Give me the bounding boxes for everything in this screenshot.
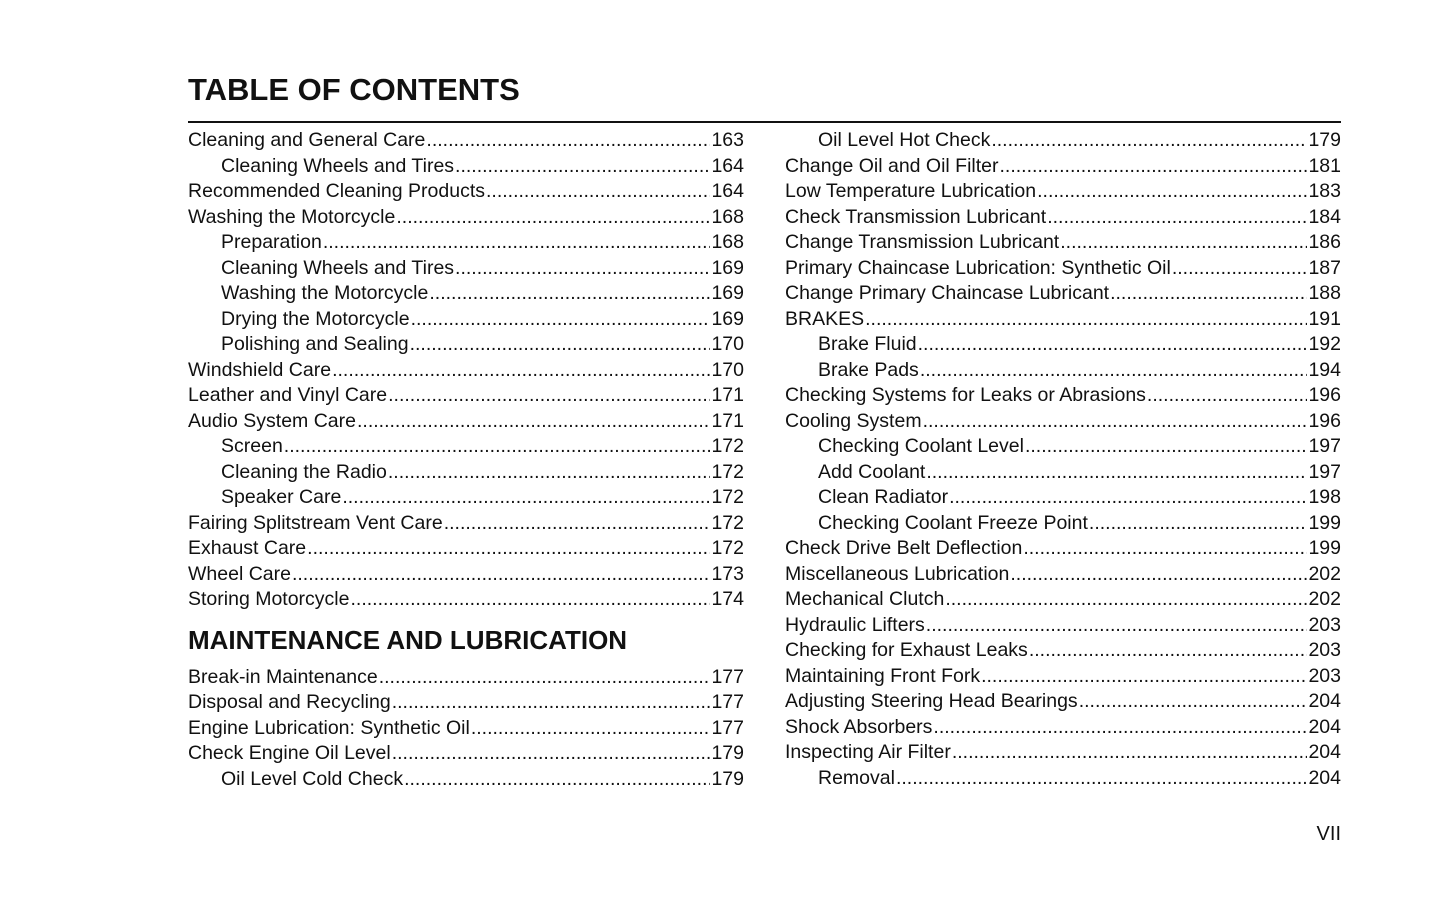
dot-leader <box>945 587 1307 613</box>
dot-leader <box>933 715 1307 741</box>
toc-entry-title: Drying the Motorcycle <box>221 307 410 330</box>
toc-entry-page: 203 <box>1308 613 1341 636</box>
toc-entry[interactable] <box>188 281 744 307</box>
toc-entry-page: 168 <box>711 205 744 228</box>
toc-entry[interactable] <box>188 230 744 256</box>
toc-entry-title: Checking Coolant Level <box>818 435 1024 457</box>
toc-entry-title: Preparation <box>221 231 322 253</box>
toc-entry[interactable] <box>188 256 744 282</box>
toc-entry-title: Oil Level Cold Check <box>221 767 404 790</box>
toc-entry-page: 192 <box>1308 333 1341 355</box>
dot-leader <box>404 767 710 793</box>
dot-leader <box>918 332 1308 358</box>
dot-leader <box>357 409 710 435</box>
dot-leader <box>350 587 710 613</box>
dot-leader <box>1029 638 1308 664</box>
dot-leader <box>429 281 710 307</box>
toc-entry-title: Checking for Exhaust Leaks <box>785 639 1028 661</box>
toc-entry[interactable] <box>785 536 1341 562</box>
dot-leader <box>444 511 711 537</box>
toc-entry-page: 174 <box>711 588 744 610</box>
toc-entry-page: 181 <box>1308 154 1341 177</box>
toc-entry[interactable] <box>785 562 1341 588</box>
toc-entry-title: Storing Motorcycle <box>188 588 350 610</box>
toc-entry[interactable] <box>188 741 744 767</box>
toc-entry[interactable] <box>785 766 1341 792</box>
dot-leader <box>1079 689 1308 715</box>
toc-entry-page: 170 <box>711 358 744 381</box>
toc-group-cleaning <box>188 128 744 613</box>
toc-entry-page: 168 <box>711 231 744 253</box>
toc-entry-title: Low Temperature Lubrication <box>785 180 1037 202</box>
title-divider <box>188 121 1341 123</box>
toc-entry[interactable] <box>785 613 1341 639</box>
toc-entry[interactable] <box>785 664 1341 690</box>
toc-entry-page: 196 <box>1308 384 1341 406</box>
toc-right-column <box>785 128 1341 791</box>
toc-entry-title: Primary Chaincase Lubrication: Synthetic Oil <box>785 256 1171 279</box>
toc-entry-page: 172 <box>711 511 744 534</box>
dot-leader <box>332 358 710 384</box>
toc-entry-title: Brake Pads <box>818 358 919 381</box>
toc-entry-title: Screen <box>221 435 283 457</box>
toc-entry-title: Cleaning the Radio <box>221 460 387 483</box>
toc-entry-title: Disposal and Recycling <box>188 691 391 713</box>
toc-entry-page: 170 <box>711 333 744 355</box>
toc-entry[interactable] <box>785 230 1341 256</box>
toc-entry[interactable] <box>188 205 744 231</box>
toc-entry-page: 164 <box>711 180 744 202</box>
toc-left-column <box>188 128 744 792</box>
dot-leader <box>926 613 1308 639</box>
toc-entry-title: Check Transmission Lubricant <box>785 205 1047 228</box>
toc-entry[interactable] <box>785 587 1341 613</box>
toc-entry[interactable] <box>785 511 1341 537</box>
dot-leader <box>486 179 710 205</box>
toc-entry-title: Brake Fluid <box>818 333 917 355</box>
dot-leader <box>392 741 711 767</box>
toc-entry-title: Change Primary Chaincase Lubricant <box>785 282 1110 304</box>
toc-entry-page: 179 <box>1308 129 1341 151</box>
toc-entry-title: Break-in Maintenance <box>188 665 378 688</box>
toc-entry[interactable] <box>188 485 744 511</box>
toc-entry-title: Audio System Care <box>188 409 356 432</box>
toc-entry-title: Exhaust Care <box>188 537 307 559</box>
toc-entry-page: 179 <box>711 742 744 764</box>
toc-entry[interactable] <box>188 307 744 333</box>
toc-entry-page: 196 <box>1308 409 1341 432</box>
toc-entry[interactable] <box>785 434 1341 460</box>
toc-entry-page: 183 <box>1308 180 1341 202</box>
dot-leader <box>1000 154 1308 180</box>
toc-entry-page: 184 <box>1308 205 1341 228</box>
toc-entry[interactable] <box>188 383 744 409</box>
toc-entry[interactable] <box>188 665 744 691</box>
toc-entry-title: BRAKES <box>785 307 865 330</box>
toc-entry-title: Removal <box>818 766 895 789</box>
toc-entry-page: 172 <box>711 486 744 508</box>
toc-entry-title: Wheel Care <box>188 562 291 585</box>
toc-entry-title: Oil Level Hot Check <box>818 129 991 151</box>
toc-entry-page: 177 <box>711 716 744 739</box>
toc-entry[interactable] <box>188 358 744 384</box>
toc-entry-title: Change Oil and Oil Filter <box>785 154 999 177</box>
toc-entry-title: Add Coolant <box>818 460 926 483</box>
toc-entry-page: 171 <box>711 384 744 406</box>
toc-entry-title: Cleaning and General Care <box>188 129 426 151</box>
toc-entry[interactable] <box>785 332 1341 358</box>
toc-entry[interactable] <box>785 205 1341 231</box>
page-number: VII <box>1316 823 1341 845</box>
toc-entry-page: 187 <box>1308 256 1341 279</box>
toc-entry-page: 172 <box>711 537 744 559</box>
dot-leader <box>323 230 711 256</box>
toc-entry-title: Speaker Care <box>221 486 342 508</box>
toc-entry-page: 204 <box>1308 741 1341 763</box>
toc-entry-title: Cleaning Wheels and Tires <box>221 256 455 279</box>
toc-entry[interactable] <box>188 460 744 486</box>
toc-entry-title: Maintaining Front Fork <box>785 664 981 687</box>
dot-leader <box>865 307 1307 333</box>
dot-leader <box>388 460 711 486</box>
toc-entry-title: Clean Radiator <box>818 486 949 508</box>
section-heading-maintenance: MAINTENANCE AND LUBRICATION <box>188 624 628 655</box>
dot-leader <box>952 740 1308 766</box>
toc-entry-page: 169 <box>711 282 744 304</box>
dot-leader <box>923 409 1308 435</box>
toc-entry[interactable] <box>188 690 744 716</box>
dot-leader <box>392 690 711 716</box>
toc-entry[interactable] <box>785 281 1341 307</box>
toc-entry-page: 204 <box>1308 766 1341 789</box>
toc-entry-page: 169 <box>711 307 744 330</box>
dot-leader <box>1047 205 1307 231</box>
toc-entry[interactable] <box>188 511 744 537</box>
toc-entry[interactable] <box>188 409 744 435</box>
toc-entry-page: 203 <box>1308 639 1341 661</box>
toc-entry-page: 204 <box>1308 715 1341 738</box>
toc-entry-title: Check Drive Belt Deflection <box>785 537 1023 559</box>
toc-entry-page: 197 <box>1308 435 1341 457</box>
dot-leader <box>379 665 711 691</box>
toc-entry-title: Checking Systems for Leaks or Abrasions <box>785 384 1146 406</box>
toc-entry[interactable] <box>785 409 1341 435</box>
toc-entry-title: Washing the Motorcycle <box>221 282 429 304</box>
toc-entry-title: Leather and Vinyl Care <box>188 384 388 406</box>
toc-entry-title: Fairing Splitstream Vent Care <box>188 511 443 534</box>
toc-entry-page: 172 <box>711 460 744 483</box>
dot-leader <box>949 485 1307 511</box>
toc-entry[interactable] <box>785 715 1341 741</box>
dot-leader <box>1060 230 1307 256</box>
toc-entry[interactable] <box>785 689 1341 715</box>
toc-entry-page: 169 <box>711 256 744 279</box>
toc-entry-title: Hydraulic Lifters <box>785 613 925 636</box>
toc-entry-page: 199 <box>1308 537 1341 559</box>
toc-entry[interactable] <box>188 154 744 180</box>
toc-entry-title: Engine Lubrication: Synthetic Oil <box>188 716 470 739</box>
dot-leader <box>342 485 710 511</box>
dot-leader <box>920 358 1308 384</box>
toc-entry-title: Recommended Cleaning Products <box>188 180 485 202</box>
toc-entry[interactable] <box>188 767 744 793</box>
toc-entry-page: 202 <box>1308 588 1341 610</box>
toc-entry-page: 188 <box>1308 282 1341 304</box>
toc-entry-page: 203 <box>1308 664 1341 687</box>
toc-entry-page: 164 <box>711 154 744 177</box>
toc-entry-page: 202 <box>1308 562 1341 585</box>
toc-entry-page: 177 <box>711 691 744 713</box>
dot-leader <box>1025 434 1307 460</box>
dot-leader <box>471 716 711 742</box>
dot-leader <box>1037 179 1307 205</box>
dot-leader <box>426 128 710 154</box>
dot-leader <box>410 332 711 358</box>
toc-entry-page: 199 <box>1308 511 1341 534</box>
toc-entry-title: Check Engine Oil Level <box>188 742 391 764</box>
dot-leader <box>455 256 710 282</box>
dot-leader <box>1089 511 1308 537</box>
toc-entry[interactable] <box>785 154 1341 180</box>
toc-entry[interactable] <box>188 536 744 562</box>
toc-entry-title: Change Transmission Lubricant <box>785 231 1060 253</box>
toc-entry[interactable] <box>188 587 744 613</box>
toc-group-continued <box>785 128 1341 791</box>
toc-entry-title: Polishing and Sealing <box>221 333 409 355</box>
toc-entry-page: 173 <box>711 562 744 585</box>
dot-leader <box>991 128 1307 154</box>
toc-entry[interactable] <box>785 740 1341 766</box>
dot-leader <box>307 536 710 562</box>
toc-entry-title: Inspecting Air Filter <box>785 741 951 763</box>
dot-leader <box>292 562 710 588</box>
toc-entry-page: 194 <box>1308 358 1341 381</box>
dot-leader <box>1147 383 1308 409</box>
toc-entry[interactable] <box>785 256 1341 282</box>
toc-entry-page: 186 <box>1308 231 1341 253</box>
toc-entry-page: 171 <box>711 409 744 432</box>
toc-entry-page: 179 <box>711 767 744 790</box>
dot-leader <box>896 766 1308 792</box>
toc-entry[interactable] <box>188 332 744 358</box>
toc-entry[interactable] <box>188 562 744 588</box>
dot-leader <box>388 383 710 409</box>
toc-entry-page: 198 <box>1308 486 1341 508</box>
toc-entry[interactable] <box>785 638 1341 664</box>
toc-entry[interactable] <box>188 716 744 742</box>
toc-entry-page: 197 <box>1308 460 1341 483</box>
toc-entry-title: Shock Absorbers <box>785 715 933 738</box>
toc-entry[interactable] <box>188 179 744 205</box>
toc-entry-title: Mechanical Clutch <box>785 588 945 610</box>
page-title: TABLE OF CONTENTS <box>188 72 520 107</box>
toc-entry[interactable] <box>188 128 744 154</box>
dot-leader <box>396 205 710 231</box>
dot-leader <box>284 434 711 460</box>
toc-group-maintenance <box>188 665 744 793</box>
toc-entry-title: Windshield Care <box>188 358 332 381</box>
dot-leader <box>1110 281 1307 307</box>
dot-leader <box>981 664 1307 690</box>
toc-entry-title: Adjusting Steering Head Bearings <box>785 690 1078 712</box>
toc-entry-page: 177 <box>711 665 744 688</box>
dot-leader <box>455 154 710 180</box>
toc-entry[interactable] <box>785 460 1341 486</box>
dot-leader <box>1023 536 1307 562</box>
dot-leader <box>1010 562 1307 588</box>
toc-entry-title: Washing the Motorcycle <box>188 205 396 228</box>
toc-entry[interactable] <box>785 179 1341 205</box>
toc-entry-page: 204 <box>1308 690 1341 712</box>
toc-entry-title: Miscellaneous Lubrication <box>785 562 1010 585</box>
dot-leader <box>926 460 1307 486</box>
toc-entry[interactable] <box>785 485 1341 511</box>
toc-entry[interactable] <box>785 307 1341 333</box>
toc-entry-title: Cooling System <box>785 409 922 432</box>
toc-entry[interactable] <box>785 358 1341 384</box>
toc-entry[interactable] <box>188 434 744 460</box>
toc-entry-title: Cleaning Wheels and Tires <box>221 154 455 177</box>
toc-entry[interactable] <box>785 128 1341 154</box>
toc-entry[interactable] <box>785 383 1341 409</box>
dot-leader <box>411 307 711 333</box>
toc-entry-title: Checking Coolant Freeze Point <box>818 511 1088 534</box>
dot-leader <box>1172 256 1308 282</box>
toc-entry-page: 191 <box>1308 307 1341 330</box>
toc-entry-page: 172 <box>711 435 744 457</box>
toc-entry-page: 163 <box>711 129 744 151</box>
